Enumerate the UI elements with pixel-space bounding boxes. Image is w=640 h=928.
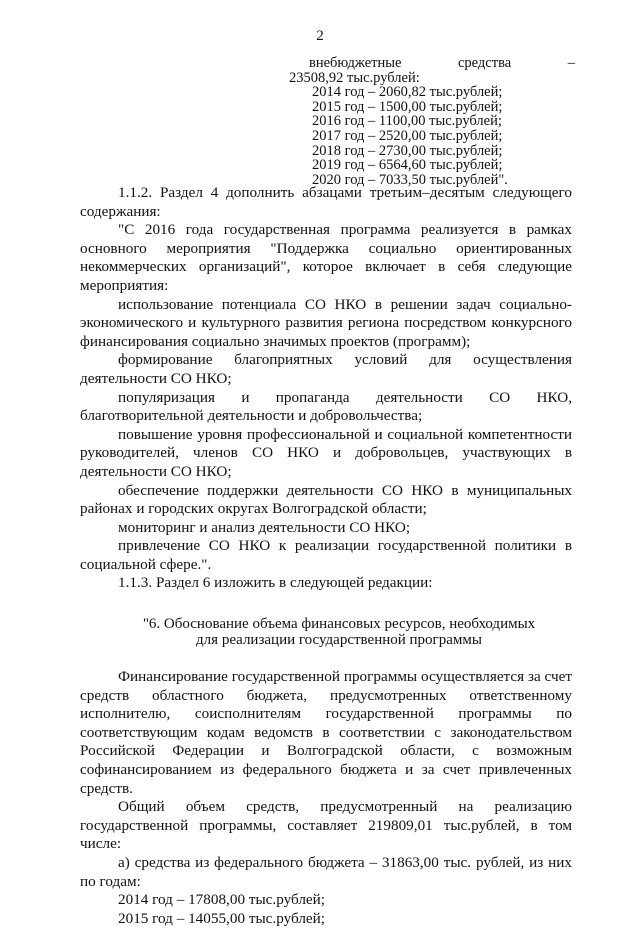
paragraph: формирование благоприятных условий для осуществления деятельности СО НКО; bbox=[80, 351, 572, 387]
funds-word: средства bbox=[458, 55, 512, 71]
paragraph: Финансирование государственной программы осуществляется за счет средств областного бюджета, предусмотренных ответственному исполнителю, соисполнителям государственной программы по соответствующим кодам ведомств в соответствии с законодательством Российской Федерации и Волгоградской области, с возможным софинансированием из федерального бюджета и за счет привлеченных средств. bbox=[80, 668, 572, 797]
paragraph: повышение уровня профессиональной и социальной компетентности руководителей, членов СО НКО и добровольцев, участвующих в деятельности СО НКО; bbox=[80, 425, 572, 480]
paragraph: Общий объем средств, предусмотренный на реализацию государственной программы, составляет 219809,01 тыс.рублей, в том числе: bbox=[80, 798, 572, 853]
paragraph: привлечение СО НКО к реализации государственной политики в социальной сфере.". bbox=[80, 537, 572, 573]
year-line: 2018 год – 2730,00 тыс.рублей; bbox=[312, 142, 503, 159]
year-line: 2014 год – 2060,82 тыс.рублей; bbox=[312, 84, 503, 101]
year-line: 2016 год – 1100,00 тыс.рублей; bbox=[312, 113, 502, 130]
main-text bbox=[80, 184, 572, 928]
paragraph: 1.1.2. Раздел 4 дополнить абзацами третьим–десятым следующего содержания: bbox=[80, 184, 572, 220]
year-line: 2015 год – 14055,00 тыс.рублей; bbox=[118, 909, 326, 927]
paragraph: а) средства из федерального бюджета – 31863,00 тыс. рублей, из них по годам: bbox=[80, 854, 572, 890]
extrabudget-block bbox=[289, 56, 575, 187]
paragraph: "С 2016 года государственная программа реализуется в рамках основного мероприятия "Поддержка социально ориентированных некоммерческих организаций", которое включает в себя следующие мероприятия: bbox=[80, 221, 572, 294]
year-line: 2015 год – 1500,00 тыс.рублей; bbox=[312, 98, 503, 115]
extrabudget-word: внебюджетные bbox=[309, 55, 402, 71]
dash: – bbox=[567, 55, 575, 71]
paragraph: использование потенциала СО НКО в решении задач социально-экономического и культурного развития региона посредством конкурсного финансирования социально значимых проектов (программ); bbox=[80, 295, 572, 350]
page-number: 2 bbox=[316, 28, 324, 44]
heading-line-1: "6. Обоснование объема финансовых ресурсов, необходимых bbox=[142, 616, 536, 633]
year-line: 2020 год – 7033,50 тыс.рублей". bbox=[312, 171, 508, 188]
year-line: 2017 год – 2520,00 тыс.рублей; bbox=[312, 127, 503, 144]
paragraph: обеспечение поддержки деятельности СО НКО в муниципальных районах и городских округах Волгоградской области; bbox=[80, 481, 572, 518]
section-heading bbox=[80, 617, 572, 648]
paragraph: мониторинг и анализ деятельности СО НКО; bbox=[118, 518, 411, 536]
paragraph: популяризация и пропаганда деятельности СО НКО, благотворительной деятельности и добровольчества; bbox=[80, 388, 572, 425]
heading-line-2: для реализации государственной программы bbox=[196, 631, 482, 648]
extrabudget-line-1 bbox=[289, 56, 575, 71]
year-line: 2014 год – 17808,00 тыс.рублей; bbox=[118, 891, 326, 909]
year-line: 2019 год – 6564,60 тыс.рублей; bbox=[312, 157, 503, 174]
paragraph: 1.1.3. Раздел 6 изложить в следующей редакции: bbox=[118, 574, 433, 592]
extrabudget-total: 23508,92 тыс.рублей: bbox=[289, 69, 420, 86]
